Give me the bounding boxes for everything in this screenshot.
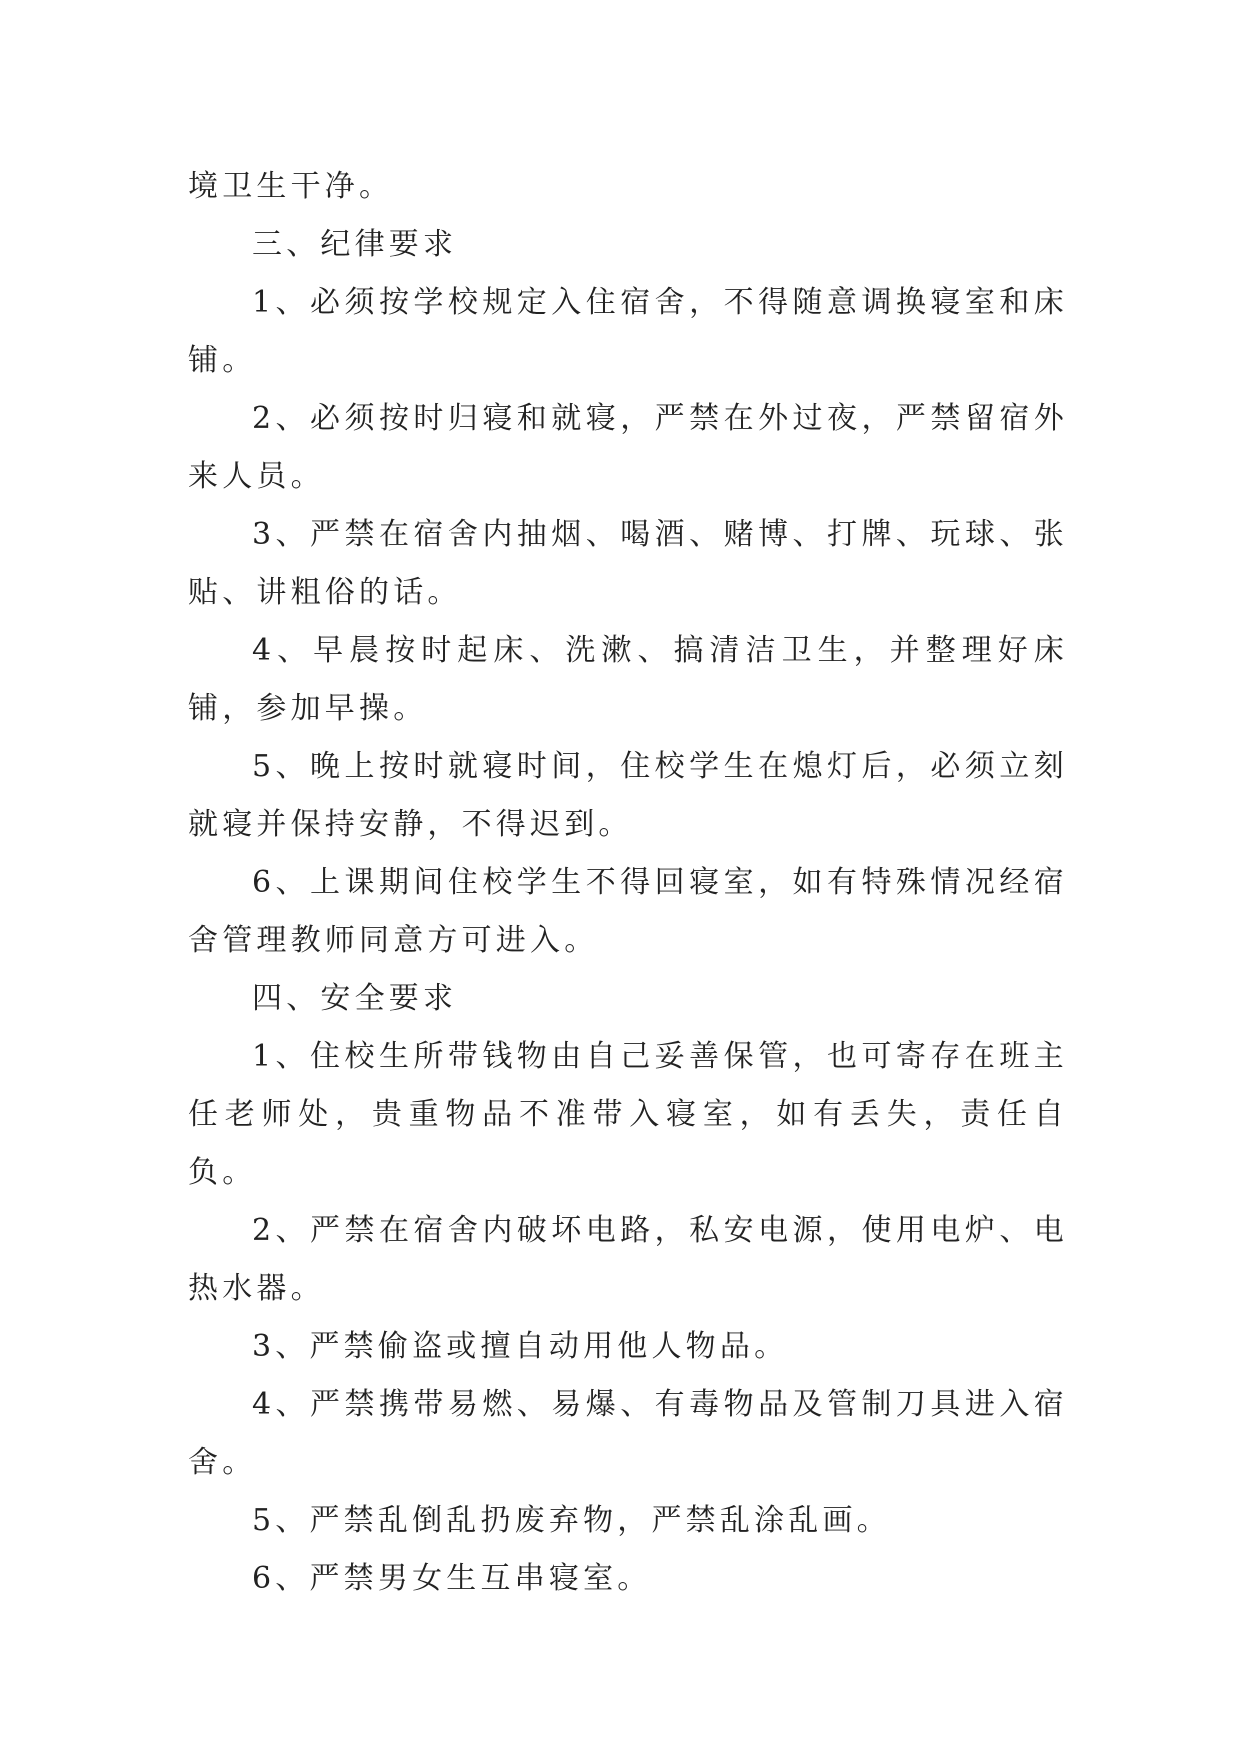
discipline-item-2: 2、必须按时归寝和就寝，严禁在外过夜，严禁留宿外来人员。: [188, 401, 1068, 494]
safety-item-4: 4、严禁携带易燃、易爆、有毒物品及管制刀具进入宿舍。: [188, 1387, 1068, 1480]
document-body: [188, 158, 1068, 1608]
safety-item-5: 5、严禁乱倒乱扔废弃物，严禁乱涂乱画。: [252, 1503, 891, 1538]
paragraph-continuation: 境卫生干净。: [188, 169, 394, 204]
section-heading-safety: 四、安全要求: [252, 981, 458, 1016]
section-heading-discipline: 三、纪律要求: [252, 227, 458, 262]
discipline-item-6: 6、上课期间住校学生不得回寝室，如有特殊情况经宿舍管理教师同意方可进入。: [188, 865, 1068, 958]
safety-item-3: 3、严禁偷盗或擅自动用他人物品。: [252, 1329, 789, 1364]
safety-item-6: 6、严禁男女生互串寝室。: [252, 1561, 652, 1596]
discipline-item-5: 5、晚上按时就寝时间，住校学生在熄灯后，必须立刻就寝并保持安静，不得迟到。: [188, 749, 1068, 842]
discipline-item-4: 4、早晨按时起床、洗漱、搞清洁卫生，并整理好床铺，参加早操。: [188, 633, 1068, 726]
safety-item-1: 1、住校生所带钱物由自己妥善保管，也可寄存在班主任老师处，贵重物品不准带入寝室，如有丢失，责任自负。: [188, 1039, 1068, 1190]
discipline-item-3: 3、严禁在宿舍内抽烟、喝酒、赌博、打牌、玩球、张贴、讲粗俗的话。: [188, 517, 1068, 610]
discipline-item-1: 1、必须按学校规定入住宿舍，不得随意调换寝室和床铺。: [188, 285, 1068, 378]
safety-item-2: 2、严禁在宿舍内破坏电路，私安电源，使用电炉、电热水器。: [188, 1213, 1068, 1306]
